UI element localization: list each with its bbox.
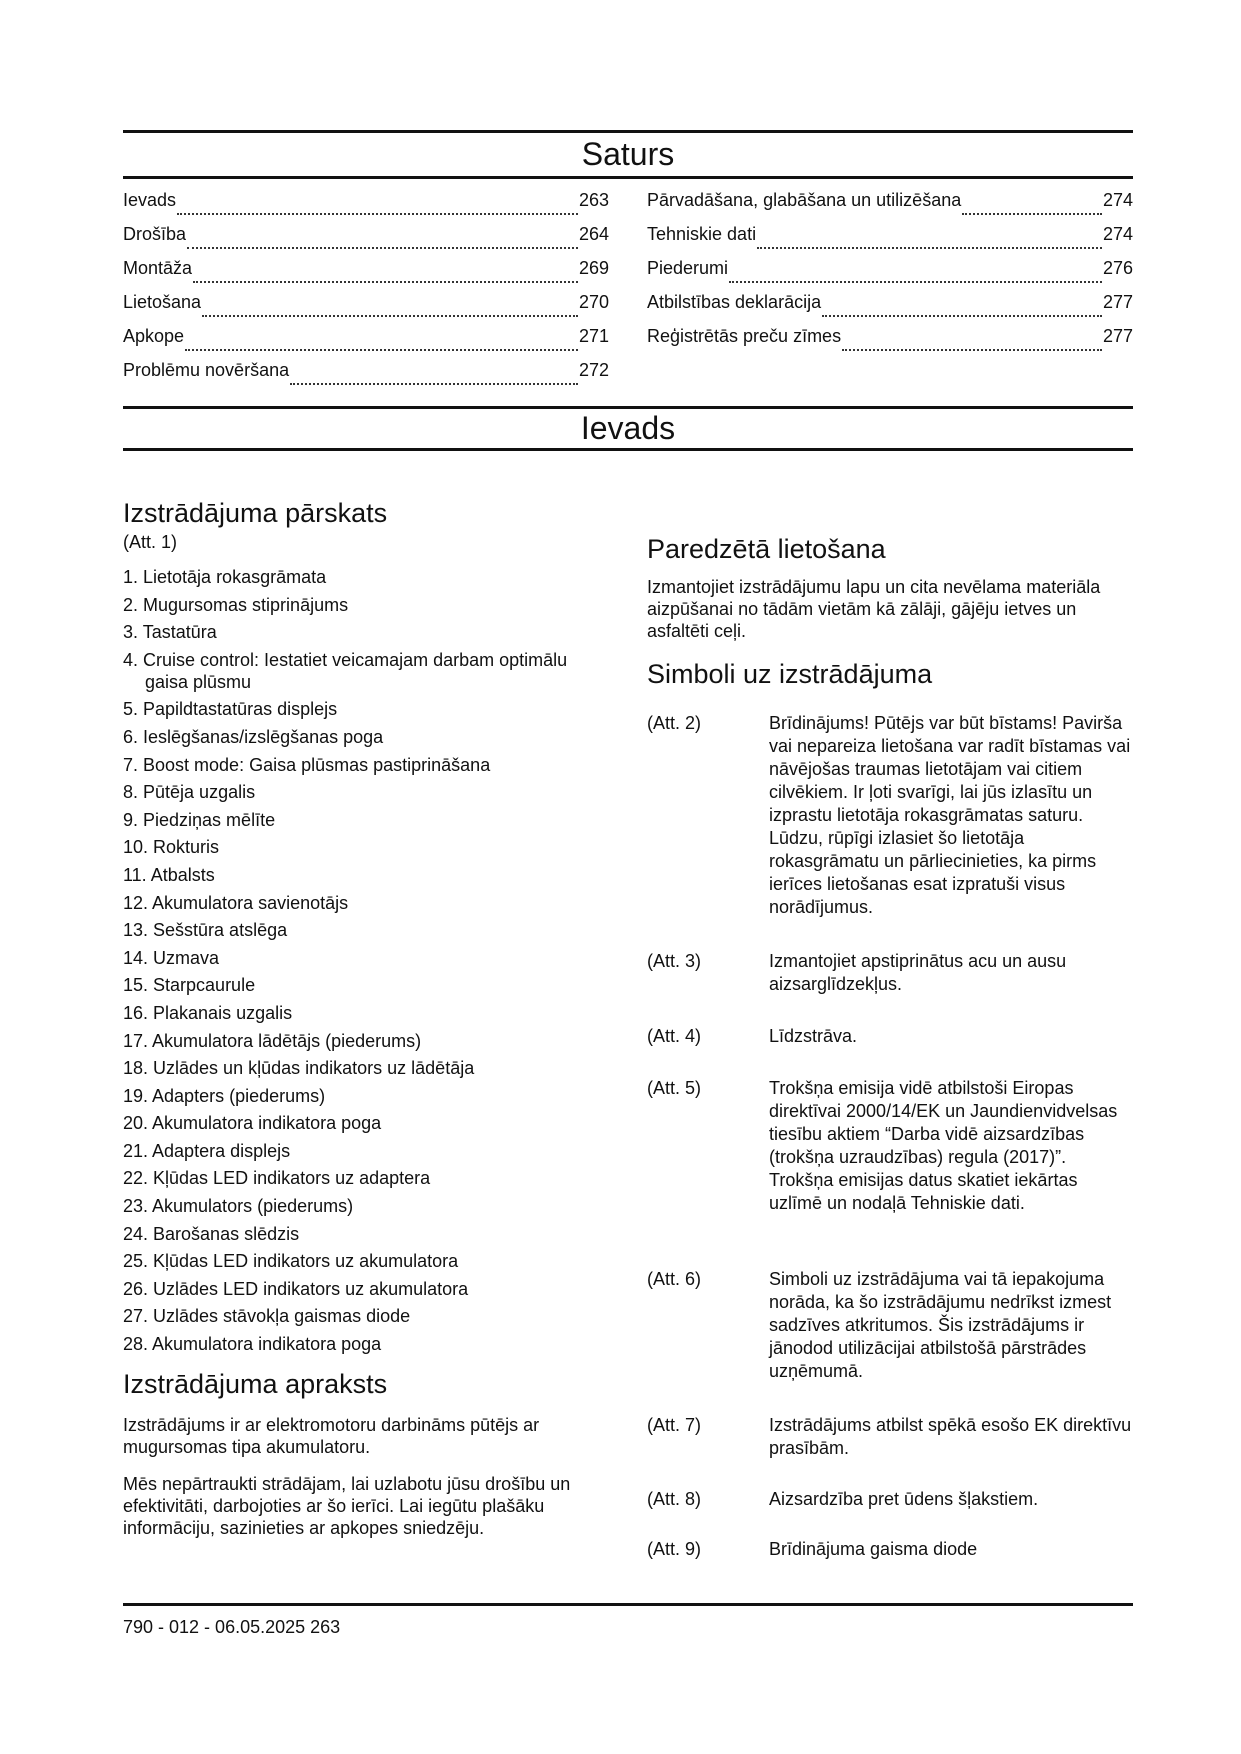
symbol-description: Izmantojiet apstiprinātus acu un ausu aizsarglīdzekļus. <box>769 951 1067 994</box>
list-item: 2. Mugursomas stiprinājums <box>123 594 349 615</box>
symbol-figure-ref: (Att. 7) <box>647 1415 702 1435</box>
symbol-description: Līdzstrāva. <box>769 1026 858 1046</box>
toc-entry[interactable]: Apkope 271 <box>123 326 609 360</box>
symbol-figure-ref: (Att. 2) <box>647 713 702 733</box>
intended-use-heading: Paredzētā lietošana <box>647 534 886 564</box>
symbol-description: Simboli uz izstrādājuma vai tā iepakojuma norāda, ka šo izstrādājumu nedrīkst izmest sadzīves atkritumos. Šis izstrādājums ir jānodod utilizācijai atbilstošā pārstrādes uzņēmumā. <box>769 1269 1112 1381</box>
toc-entry[interactable]: Reģistrētās preču zīmes 277 <box>647 326 1133 360</box>
intro-bottom-rule <box>123 448 1133 451</box>
parts-list <box>123 566 603 1361</box>
toc-top-rule <box>123 130 1133 133</box>
toc-entry[interactable]: Pārvadāšana, glabāšana un utilizēšana 274 <box>647 190 1133 224</box>
list-item: 20. Akumulatora indikatora poga <box>123 1113 382 1134</box>
toc-leader <box>177 199 578 215</box>
description-paragraph-2: Mēs nepārtraukti strādājam, lai uzlabotu jūsu drošību un efektivitāti, darbojoties ar šo ierīci. Lai iegūtu plašāku informāciju, sazinieties ar apkopes sniedzēju. <box>123 1474 571 1538</box>
symbol-entry <box>647 712 1133 919</box>
symbol-entry <box>647 1025 1133 1048</box>
list-item: 27. Uzlādes stāvokļa gaismas diode <box>123 1306 411 1327</box>
list-item: 13. Sešstūra atslēga <box>123 920 288 941</box>
symbol-figure-ref: (Att. 4) <box>647 1026 702 1046</box>
toc-leader <box>757 233 1102 249</box>
toc-entry[interactable]: Drošība 264 <box>123 224 609 258</box>
toc-entry[interactable]: Ievads 263 <box>123 190 609 224</box>
intended-use-text: Izmantojiet izstrādājumu lapu un cita nevēlama materiāla aizpūšanai no tādām vietām kā zālāji, gājēju ietves un asfaltēti ceļi. <box>647 577 1101 641</box>
symbol-entry <box>647 1538 1133 1561</box>
list-item: 17. Akumulatora lādētājs (piederums) <box>123 1030 422 1051</box>
symbol-entry <box>647 950 1133 996</box>
symbol-entry <box>647 1268 1133 1383</box>
intro-top-rule <box>123 406 1133 409</box>
toc-entry[interactable]: Montāža 269 <box>123 258 609 292</box>
toc-title: Saturs <box>581 136 675 172</box>
list-item: 5. Papildtastatūras displejs <box>123 699 338 720</box>
toc-bottom-rule <box>123 176 1133 179</box>
toc-entry[interactable]: Problēmu novēršana 272 <box>123 360 609 394</box>
list-item: 19. Adapters (piederums) <box>123 1085 326 1106</box>
toc-right-column <box>647 190 1133 360</box>
list-item: 11. Atbalsts <box>123 864 215 885</box>
list-item: 28. Akumulatora indikatora poga <box>123 1334 382 1355</box>
overview-figure-ref: (Att. 1) <box>123 532 178 552</box>
list-item: 9. Piedziņas mēlīte <box>123 809 276 830</box>
page-footer: 790 - 012 - 06.05.2025 263 <box>123 1617 341 1637</box>
toc-leader <box>193 267 578 283</box>
toc-leader <box>185 335 578 351</box>
list-item: 21. Adaptera displejs <box>123 1140 291 1161</box>
symbol-entry <box>647 1488 1133 1511</box>
symbol-description: Izstrādājums atbilst spēkā esošo EK direktīvu prasībām. <box>769 1415 1132 1458</box>
overview-heading: Izstrādājuma pārskats <box>123 498 388 528</box>
list-item: 22. Kļūdas LED indikators uz adaptera <box>123 1168 431 1189</box>
symbol-figure-ref: (Att. 6) <box>647 1269 702 1289</box>
toc-entry[interactable]: Tehniskie dati 274 <box>647 224 1133 258</box>
list-item: 3. Tastatūra <box>123 622 217 643</box>
toc-leader <box>290 369 578 385</box>
list-item: 14. Uzmava <box>123 947 220 968</box>
list-item: 8. Pūtēja uzgalis <box>123 782 256 803</box>
list-item: 24. Barošanas slēdzis <box>123 1223 300 1244</box>
list-item: 26. Uzlādes LED indikators uz akumulatora <box>123 1278 469 1299</box>
description-heading: Izstrādājuma apraksts <box>123 1369 388 1399</box>
toc-left-column <box>123 190 609 394</box>
list-item: 6. Ieslēgšanas/izslēgšanas poga <box>123 726 384 747</box>
toc-leader <box>202 301 578 317</box>
symbol-description: Trokšņa emisija vidē atbilstoši Eiropas direktīvai 2000/14/EK un Jaundienvidvelsas tiesību aktiem “Darba vidē aizsardzības (trokšņa uzraudzības) regula (2017)”. Trokšņa emisijas datus skatiet iekārtas uzlīmē un nodaļā Tehniskie dati. <box>769 1078 1118 1213</box>
symbol-description: Brīdinājuma gaisma diode <box>769 1539 978 1559</box>
list-item: 10. Rokturis <box>123 837 220 858</box>
toc-leader <box>187 233 578 249</box>
symbol-entry <box>647 1414 1133 1460</box>
symbol-figure-ref: (Att. 3) <box>647 951 702 971</box>
toc-entry[interactable]: Piederumi 276 <box>647 258 1133 292</box>
symbol-description: Brīdinājums! Pūtējs var būt bīstams! Pavirša vai nepareiza lietošana var radīt bīstamas vai nāvējošas traumas lietotājam vai citiem cilvēkiem. Ir ļoti svarīgi, lai jūs izlasītu un izprastu lietotāja rokasgrāmatas saturu. Lūdzu, rūpīgi izlasiet šo lietotāja rokasgrāmatu un pārliecinieties, ka pirms ierīces lietošanas esat izpratuši visus norādījumus. <box>769 713 1131 917</box>
list-item: 25. Kļūdas LED indikators uz akumulatora <box>123 1251 459 1272</box>
symbols-heading: Simboli uz izstrādājuma <box>647 659 933 689</box>
toc-entry[interactable]: Atbilstības deklarācija 277 <box>647 292 1133 326</box>
list-item: 1. Lietotāja rokasgrāmata <box>123 567 327 587</box>
list-item: 4. Cruise control: Iestatiet veicamajam darbam optimālu gaisa plūsmu <box>123 649 568 692</box>
symbol-description: Aizsardzība pret ūdens šļakstiem. <box>769 1489 1039 1509</box>
list-item: 16. Plakanais uzgalis <box>123 1002 293 1023</box>
footer-rule <box>123 1603 1133 1606</box>
list-item: 15. Starpcaurule <box>123 975 256 996</box>
symbol-figure-ref: (Att. 5) <box>647 1078 702 1098</box>
list-item: 7. Boost mode: Gaisa plūsmas pastiprināšana <box>123 754 491 775</box>
toc-entry[interactable]: Lietošana 270 <box>123 292 609 326</box>
toc-leader <box>822 301 1102 317</box>
list-item: 12. Akumulatora savienotājs <box>123 892 349 913</box>
toc-leader <box>962 199 1102 215</box>
intro-title: Ievads <box>580 410 676 446</box>
list-item: 18. Uzlādes un kļūdas indikators uz lādētāja <box>123 1058 475 1079</box>
description-paragraph-1: Izstrādājums ir ar elektromotoru darbināms pūtējs ar mugursomas tipa akumulatoru. <box>123 1415 540 1457</box>
symbol-figure-ref: (Att. 9) <box>647 1539 702 1559</box>
symbol-entry <box>647 1077 1133 1215</box>
symbol-figure-ref: (Att. 8) <box>647 1489 702 1509</box>
list-item: 23. Akumulators (piederums) <box>123 1196 354 1217</box>
toc-leader <box>729 267 1102 283</box>
toc-leader <box>842 335 1102 351</box>
